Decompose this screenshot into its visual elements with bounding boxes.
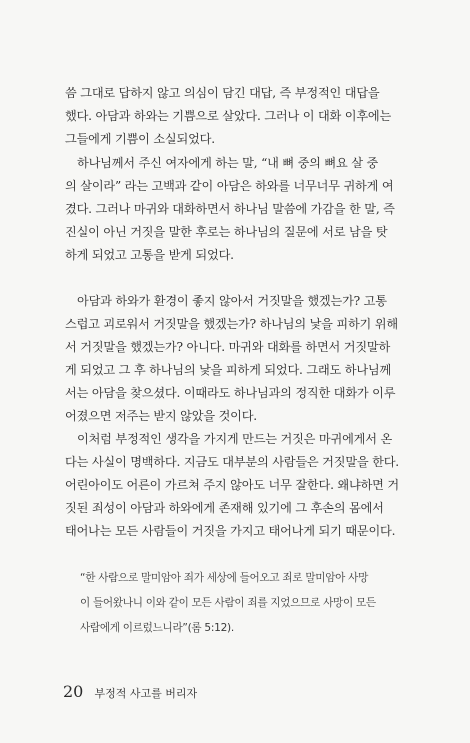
quote-line: 이 들어왔나니 이와 같이 모든 사람이 죄를 지었으므로 사망이 모든	[80, 597, 376, 609]
text-line: 서는 아담을 찾으셨다. 이때라도 하나님과의 정직한 대화가 이루	[65, 386, 396, 400]
text-line: 하나님께서 주신 여자에게 하는 말, “내 뼈 중의 뼈요 살 중	[77, 156, 379, 170]
text-line: 의 살이라” 라는 고백과 같이 아담은 하와를 너무너무 귀하게 여	[65, 179, 394, 193]
running-title: 부정적 사고를 버리자	[94, 687, 198, 700]
paragraph-3	[65, 290, 415, 428]
quote-line: “한 사람으로 말미암아 죄가 세상에 들어오고 죄로 말미암아 사망	[80, 572, 368, 584]
paragraph-1	[65, 82, 415, 151]
text-line: 짓된 죄성이 아담과 하와에게 존재해 있기에 그 후손의 몸에서	[65, 501, 384, 515]
text-line: 서 거짓말을 했겠는가? 아니다. 마귀와 대화를 하면서 거짓말하	[65, 340, 391, 354]
text-line: 하게 되었고 고통을 받게 되었다.	[65, 248, 234, 262]
text-line: 태어나는 모든 사람들이 거짓을 가지고 태어나게 되기 때문이다.	[65, 524, 396, 538]
page-number: 20	[63, 682, 84, 701]
quote-line: 사람에게 이르렀느니라”(롬 5:12).	[80, 622, 234, 634]
text-line: 게 되었고 그 후 하나님의 낯을 피하게 되었다. 그래도 하나님께	[65, 363, 392, 377]
scripture-quote	[80, 566, 410, 641]
page-footer	[63, 682, 197, 701]
text-line: 씀 그대로 답하지 않고 의심이 담긴 대답, 즉 부정적인 대답을	[65, 86, 380, 100]
text-line: 했다. 아담과 하와는 기쁨으로 살았다. 그러나 이 대화 이후에는	[65, 109, 392, 123]
text-line: 어린아이도 어른이 가르쳐 주지 않아도 너무 잘한다. 왜냐하면 거	[65, 478, 399, 492]
text-line: 아담과 하와가 환경이 좋지 않아서 거짓말을 했겠는가? 고통	[77, 294, 387, 308]
text-line: 겼다. 그러나 마귀와 대화하면서 하나님 말씀에 가감을 한 말, 즉	[65, 202, 395, 216]
text-line: 이처럼 부정적인 생각을 가지게 만드는 거짓은 마귀에게서 온	[77, 432, 393, 446]
paragraph-2	[65, 152, 415, 267]
text-line: 어졌으면 저주는 받지 않았을 것이다.	[65, 409, 257, 423]
text-line: 다는 사실이 명백하다. 지금도 대부분의 사람들은 거짓말을 한다.	[65, 455, 399, 469]
text-line: 스럽고 괴로워서 거짓말을 했겠는가? 하나님의 낯을 피하기 위해	[65, 317, 398, 331]
text-line: 진실이 아닌 거짓을 말한 후로는 하나님의 질문에 서로 남을 탓	[65, 225, 388, 239]
text-line: 그들에게 기쁨이 소실되었다.	[65, 132, 215, 146]
paragraph-4	[65, 428, 415, 543]
